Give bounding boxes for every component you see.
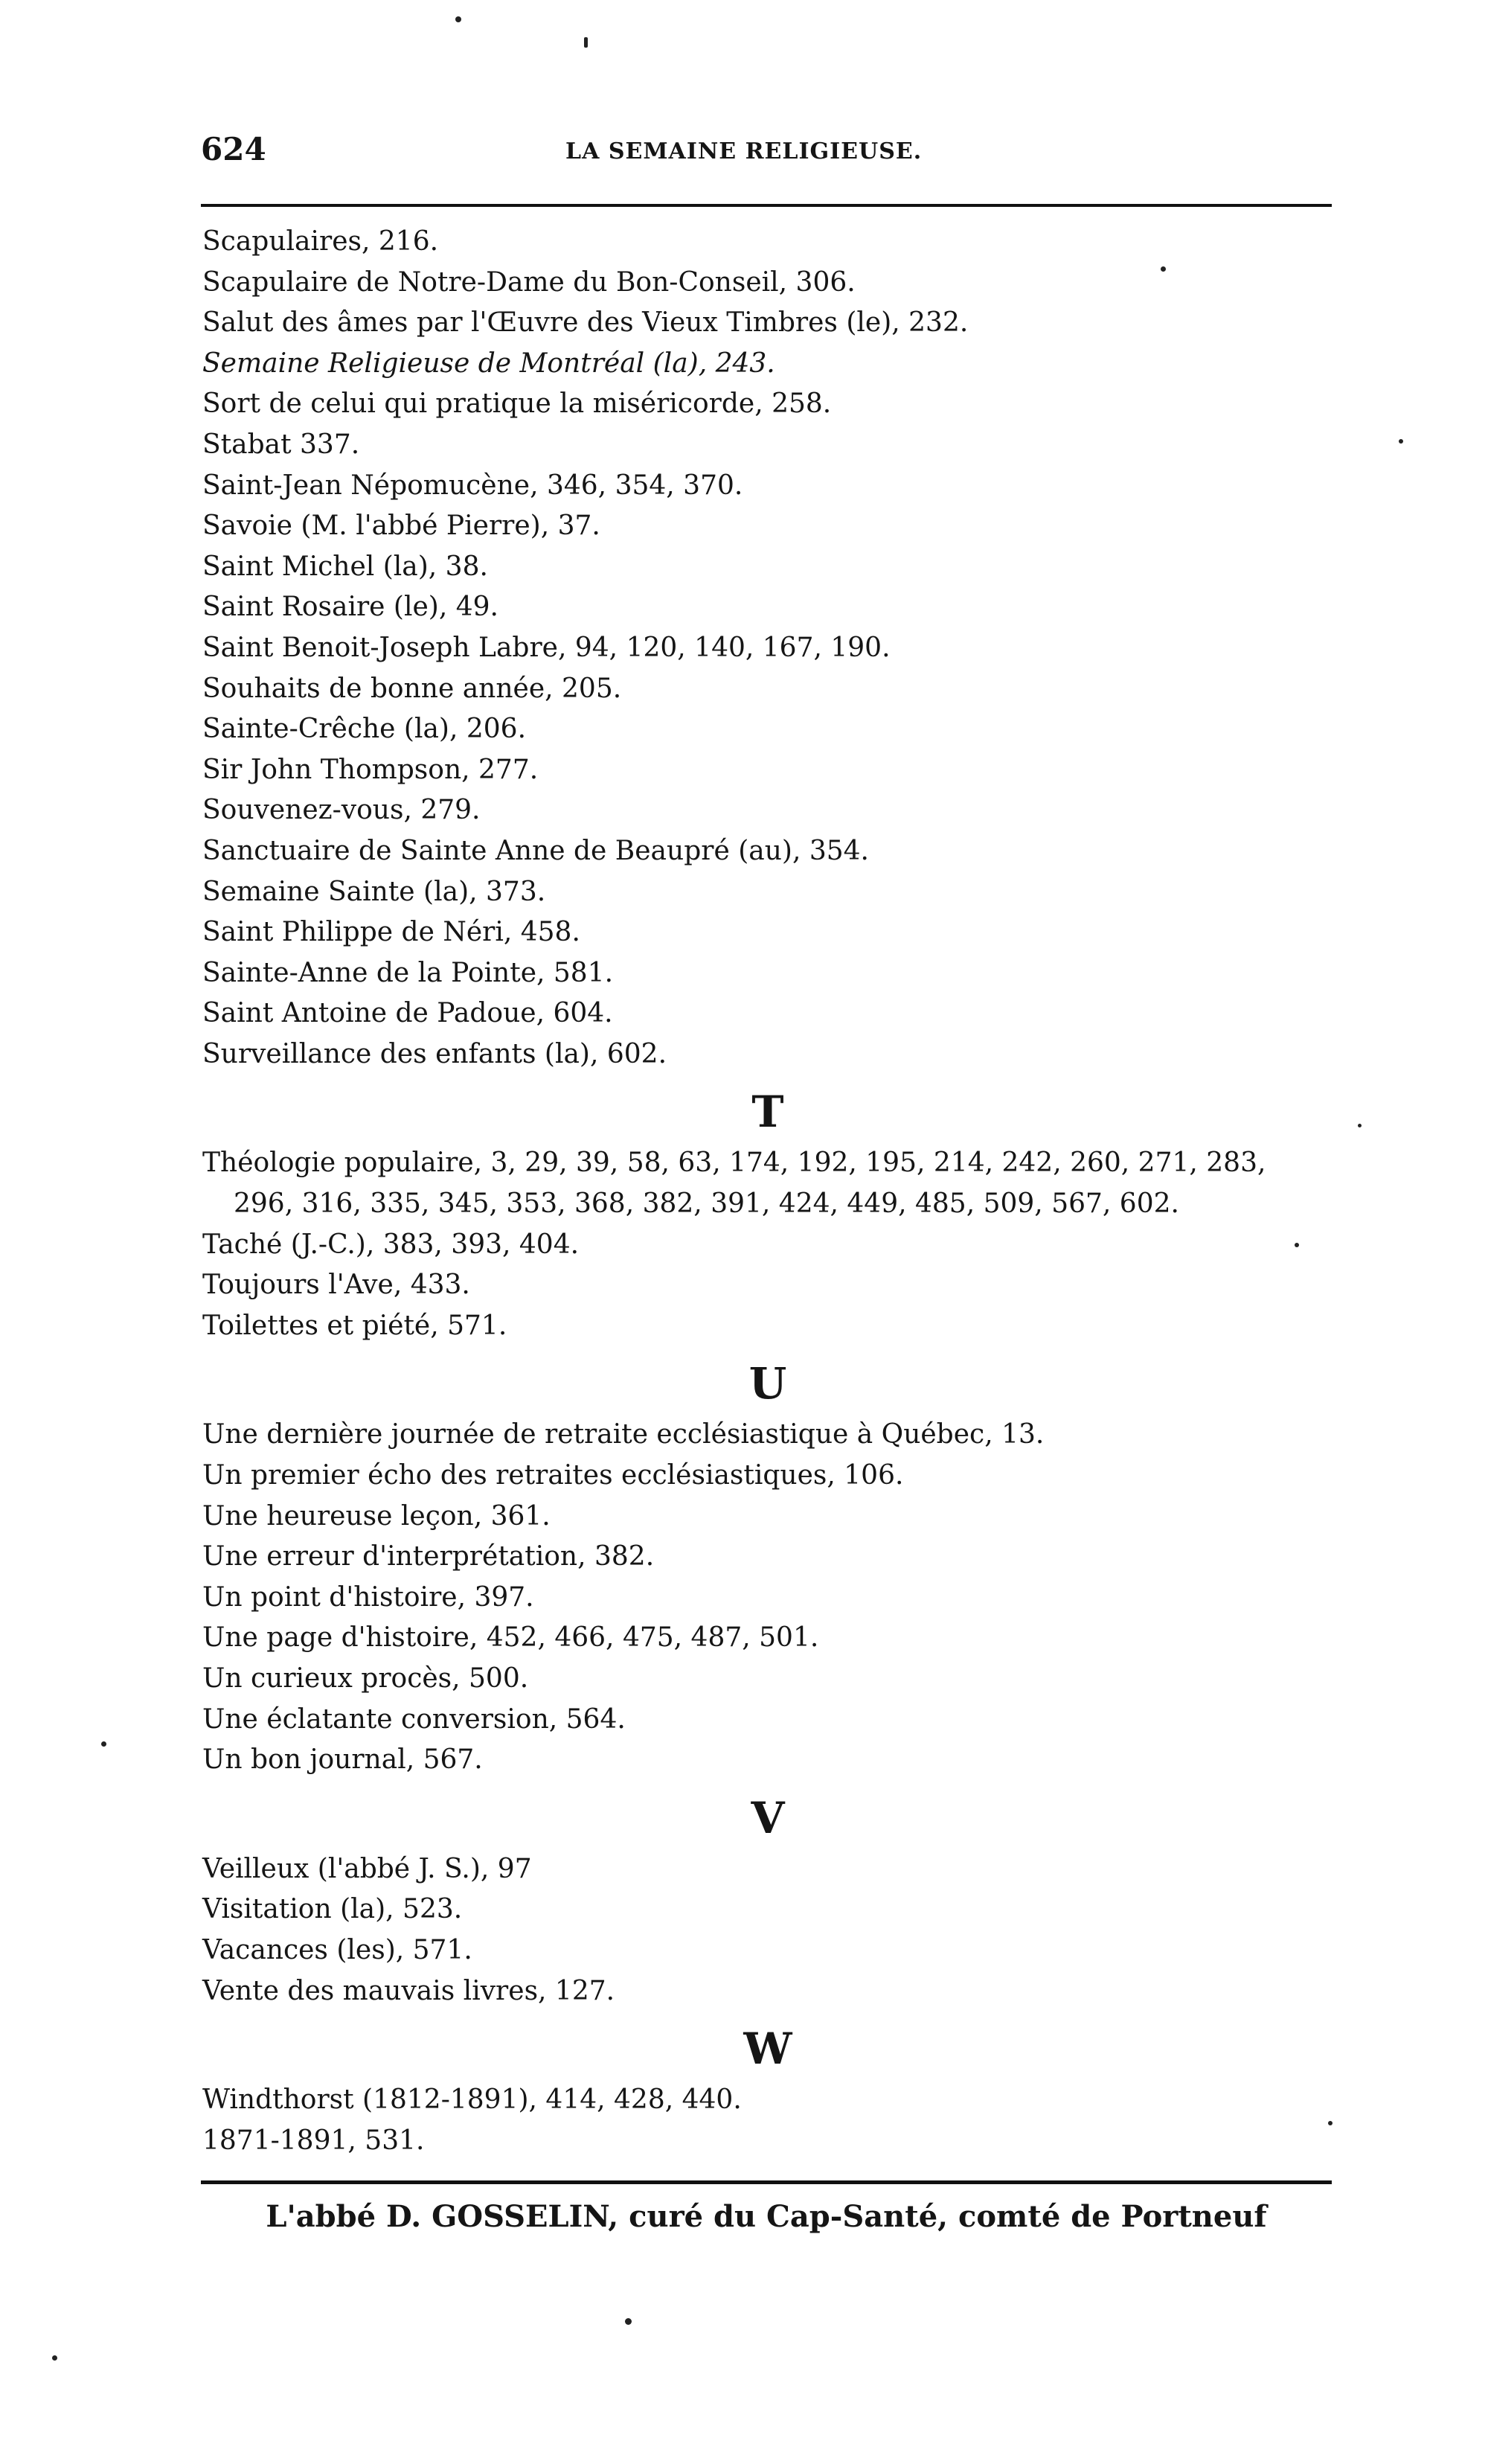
index-entry: Une heureuse leçon, 361. [202, 1500, 551, 1532]
index-entry: Visitation (la), 523. [202, 1894, 463, 1925]
index-entry: Scapulaire de Notre-Dame du Bon-Conseil, 306. [202, 266, 856, 298]
scan-speck [625, 2318, 632, 2325]
index-entry: Surveillance des enfants (la), 602. [202, 1038, 667, 1069]
index-entry: Souhaits de bonne année, 205. [202, 673, 622, 704]
section-letter-v: V [751, 1792, 785, 1843]
index-entry: Sort de celui qui pratique la miséricorde, 258. [202, 388, 832, 420]
index-entry: 1871-1891, 531. [202, 2125, 425, 2156]
index-entry: Vente des mauvais livres, 127. [202, 1975, 615, 2006]
running-head [201, 131, 1332, 176]
scan-speck [52, 2355, 57, 2361]
index-entry: Un curieux procès, 500. [202, 1663, 529, 1694]
index-entry: 296, 316, 335, 345, 353, 368, 382, 391, 424, 449, 485, 509, 567, 602. [234, 1188, 1179, 1220]
index-entry: Savoie (M. l'abbé Pierre), 37. [202, 511, 600, 542]
index-entry: Saint Philippe de Néri, 458. [202, 917, 580, 948]
index-entry: Vacances (les), 571. [202, 1934, 472, 1965]
index-entry: Une erreur d'interprétation, 382. [202, 1541, 655, 1572]
index-entry: Souvenez-vous, 279. [202, 795, 481, 826]
index-entry: Un premier écho des retraites ecclésiastiques, 106. [202, 1460, 904, 1491]
index-entry: Scapulaires, 216. [202, 226, 439, 257]
index-entry: Toilettes et piété, 571. [202, 1310, 507, 1341]
index-entry: Saint-Jean Népomucène, 346, 354, 370. [202, 470, 743, 501]
scan-speck [455, 16, 461, 22]
section-letter-t: T [751, 1087, 784, 1138]
index-entry: Une page d'histoire, 452, 466, 475, 487, 501. [202, 1622, 819, 1654]
running-title: LA SEMAINE RELIGIEUSE. [565, 138, 923, 164]
index-entry: Taché (J.-C.), 383, 393, 404. [202, 1229, 580, 1260]
index-entry: Salut des âmes par l'Œuvre des Vieux Timbres (le), 232. [202, 307, 969, 339]
scan-speck [101, 1741, 106, 1747]
index-entry: Une éclatante conversion, 564. [202, 1703, 626, 1735]
scan-speck [584, 37, 588, 48]
index-entry: Sanctuaire de Sainte Anne de Beaupré (au), 354. [202, 835, 869, 866]
index-entry: Une dernière journée de retraite ecclésiastique à Québec, 13. [202, 1419, 1045, 1450]
page-number: 624 [201, 131, 266, 167]
index-entry: Un point d'histoire, 397. [202, 1581, 534, 1613]
index-entry: Semaine Sainte (la), 373. [202, 876, 546, 907]
index-entry: Saint Michel (la), 38. [202, 551, 488, 582]
section-letter-u: U [748, 1358, 787, 1409]
index-entry: Saint Antoine de Padoue, 604. [202, 998, 613, 1029]
index-entry: Toujours l'Ave, 433. [202, 1270, 470, 1301]
scan-speck [1399, 439, 1403, 444]
index-entries [202, 222, 1333, 2161]
index-entry: Saint Rosaire (le), 49. [202, 592, 498, 623]
index-entry: Théologie populaire, 3, 29, 39, 58, 63, 174, 192, 195, 214, 242, 260, 271, 283, [202, 1148, 1266, 1179]
index-entry: Stabat 337. [202, 429, 360, 460]
scan-speck [1358, 1124, 1362, 1127]
index-entry: Sir John Thompson, 277. [202, 754, 539, 785]
index-entry: Semaine Religieuse de Montréal (la), 243. [202, 348, 775, 379]
index-entry: Saint Benoit-Joseph Labre, 94, 120, 140, 167, 190. [202, 632, 891, 663]
index-entry: Windthorst (1812-1891), 414, 428, 440. [202, 2084, 742, 2116]
scan-speck [1161, 266, 1166, 272]
signature-line: L'abbé D. GOSSELIN, curé du Cap-Santé, comté de Portneuf [266, 2199, 1267, 2234]
scan-speck [1295, 1243, 1299, 1247]
index-entry: Sainte-Crêche (la), 206. [202, 714, 527, 745]
scan-speck [1328, 2121, 1333, 2125]
header-rule [201, 204, 1332, 207]
footer-rule [201, 2180, 1332, 2184]
index-entry: Veilleux (l'abbé J. S.), 97 [202, 1853, 532, 1884]
index-entry: Un bon journal, 567. [202, 1744, 483, 1776]
index-entry: Sainte-Anne de la Pointe, 581. [202, 957, 614, 988]
section-letter-w: W [743, 2023, 792, 2075]
